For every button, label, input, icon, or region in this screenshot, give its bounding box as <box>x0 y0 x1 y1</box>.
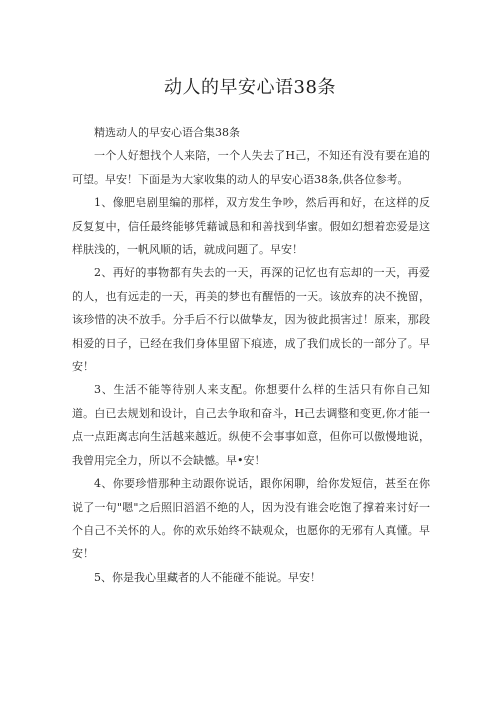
document-title: 动人的早安心语38条 <box>164 77 336 98</box>
document-subtitle: 精选动人的早安心语合集38条 <box>94 126 240 139</box>
quote-paragraph-2: 2、再好的事物都有失去的一天，再深的记忆也有忘却的一天，再爱的人，也有远走的一天，再美的梦也有醒悟的一天。该放弃的决不挽留，该珍惜的决不放手。分手后不行以做挚友，因为彼此损害过！原来，那段相爱的日子，已经在我们身体里留下痕迹，成了我们成长的一部分了。早安！ <box>72 266 430 374</box>
document-body <box>72 121 430 589</box>
intro-paragraph: 一个人好想找个人来陪，一个人失去了H己，不知还有没有要在追的可望。早安！下面是为大家收集的动人的早安心语38条,供各位参考。 <box>72 149 430 186</box>
quote-paragraph-4: 4、你要珍惜那种主动跟你说话，跟你闲聊，给你发短信，甚至在你说了一句"嗯"之后照旧滔滔不绝的人，因为没有谁会吃饱了撑着来讨好一个自己不关怀的人。你的欢乐始终不缺观众，也愿你的无邪有人真懂。早安！ <box>72 477 430 561</box>
quote-paragraph-3: 3、生活不能等待别人来支配。你想要什么样的生活只有你自己知道。白已去规划和设计，自己去争取和奋斗，H己去调整和变更,你才能一点一点距离志向生活越来越近。纵使不会事事如意，但你可以傲慢地说，我曾用完全力，所以不会缺憾。早•安！ <box>72 383 430 467</box>
quote-paragraph-5: 5、你是我心里藏者的人不能碰不能说。早安！ <box>94 570 321 584</box>
quote-paragraph-1: 1、像肥皂剧里编的那样，双方发生争吵，然后再和好，在这样的反反复复中，信任最终能够凭藉诚恳和和善找到华蜜。假如幻想着恋爱是这样肤浅的，一帆风顺的话，就成问题了。早安！ <box>72 196 430 257</box>
